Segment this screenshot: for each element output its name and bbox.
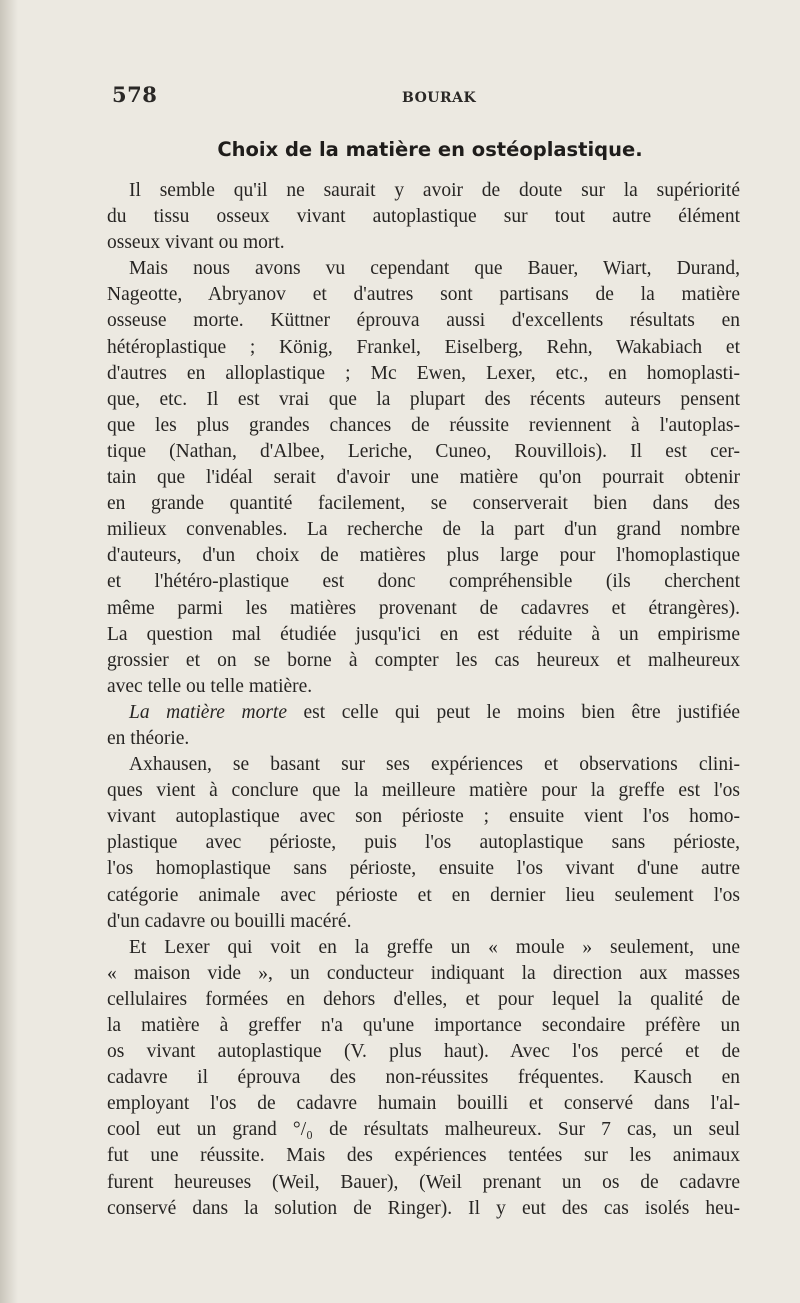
section-title: Choix de la matière en ostéoplastique.: [217, 138, 643, 161]
text-line: cool eut un grand °/₀ de résultats malheureux. Sur 7 cas, un seul: [107, 1119, 740, 1141]
text-line: osseux vivant ou mort.: [107, 232, 285, 254]
text-line: du tissu osseux vivant autoplastique sur tout autre élément: [107, 206, 740, 228]
text-line: cellulaires formées en dehors d'elles, et pour lequel la qualité de: [107, 988, 740, 1010]
text-line: Et Lexer qui voit en la greffe un « moule » seulement, une: [129, 936, 740, 958]
text-line: d'un cadavre ou bouilli macéré.: [107, 910, 352, 932]
text-line: Nageotte, Abryanov et d'autres sont partisans de la matière: [107, 284, 740, 306]
text-line: cadavre il éprouva des non-réussites fréquentes. Kausch en: [107, 1067, 740, 1089]
text-line: avec telle ou telle matière.: [107, 675, 313, 697]
text-line: « maison vide », un conducteur indiquant la direction aux masses: [107, 962, 740, 984]
text-line-with-italic: [107, 700, 740, 726]
text-line: en théorie.: [107, 727, 190, 749]
text-line: l'os homoplastique sans périoste, ensuite l'os vivant d'une autre: [107, 858, 740, 880]
text-line: plastique avec périoste, puis l'os autoplastique sans périoste,: [107, 832, 740, 854]
body-text: [107, 178, 740, 1222]
running-head: BOURAK: [402, 90, 477, 106]
text-line: Il semble qu'il ne saurait y avoir de doute sur la supériorité: [129, 180, 740, 201]
text-line: en grande quantité facilement, se conserverait bien dans des: [107, 493, 740, 515]
text-line: tain que l'idéal serait d'avoir une matière qu'on pourrait obtenir: [107, 467, 740, 489]
text-line: d'auteurs, d'un choix de matières plus large pour l'homoplastique: [107, 545, 740, 567]
text-line: grossier et on se borne à compter les cas heureux et malheureux: [107, 649, 740, 671]
text-line: fut une réussite. Mais des expériences tentées sur les animaux: [107, 1145, 740, 1167]
text-line: employant l'os de cadavre humain bouilli et conservé dans l'al-: [107, 1093, 740, 1115]
text-line: et l'hétéro-plastique est donc compréhensible (ils cherchent: [107, 571, 740, 593]
text-line: os vivant autoplastique (V. plus haut). Avec l'os percé et de: [107, 1041, 740, 1063]
page-header: [112, 80, 742, 110]
text-line: La question mal étudiée jusqu'ici en est réduite à un empirisme: [107, 623, 740, 645]
text-line: d'autres en alloplastique ; Mc Ewen, Lexer, etc., en homoplasti-: [107, 362, 740, 384]
italic-phrase: La matière morte: [129, 701, 287, 723]
text-line: Axhausen, se basant sur ses expériences et observations clini-: [129, 754, 740, 776]
page-number: 578: [112, 82, 158, 107]
text-line: furent heureuses (Weil, Bauer), (Weil prenant un os de cadavre: [107, 1171, 740, 1193]
text-line: que les plus grandes chances de réussite reviennent à l'autoplas-: [107, 414, 740, 436]
text-line: conservé dans la solution de Ringer). Il y eut des cas isolés heu-: [107, 1197, 740, 1219]
text-line: Mais nous avons vu cependant que Bauer, Wiart, Durand,: [129, 258, 740, 280]
text-line: ques vient à conclure que la meilleure matière pour la greffe est l'os: [107, 780, 740, 802]
text-line: catégorie animale avec périoste et en dernier lieu seulement l'os: [107, 884, 740, 906]
text-line: milieux convenables. La recherche de la part d'un grand nombre: [107, 519, 740, 541]
text-line: même parmi les matières provenant de cadavres et étrangères).: [107, 597, 740, 619]
text-line: vivant autoplastique avec son périoste ; ensuite vient l'os homo-: [107, 806, 740, 828]
text-line: tique (Nathan, d'Albee, Leriche, Cuneo, Rouvillois). Il est cer-: [107, 440, 740, 462]
text-line: hétéroplastique ; König, Frankel, Eiselberg, Rehn, Wakabiach et: [107, 336, 740, 358]
text-line: osseuse morte. Küttner éprouva aussi d'excellents résultats en: [107, 310, 740, 332]
text-line: la matière à greffer n'a qu'une importance secondaire préfère un: [107, 1015, 740, 1036]
binding-shadow: [0, 0, 18, 1303]
text-line-rest: est celle qui peut le moins bien être justifiée: [303, 701, 741, 723]
text-line: que, etc. Il est vrai que la plupart des récents auteurs pensent: [107, 388, 740, 410]
